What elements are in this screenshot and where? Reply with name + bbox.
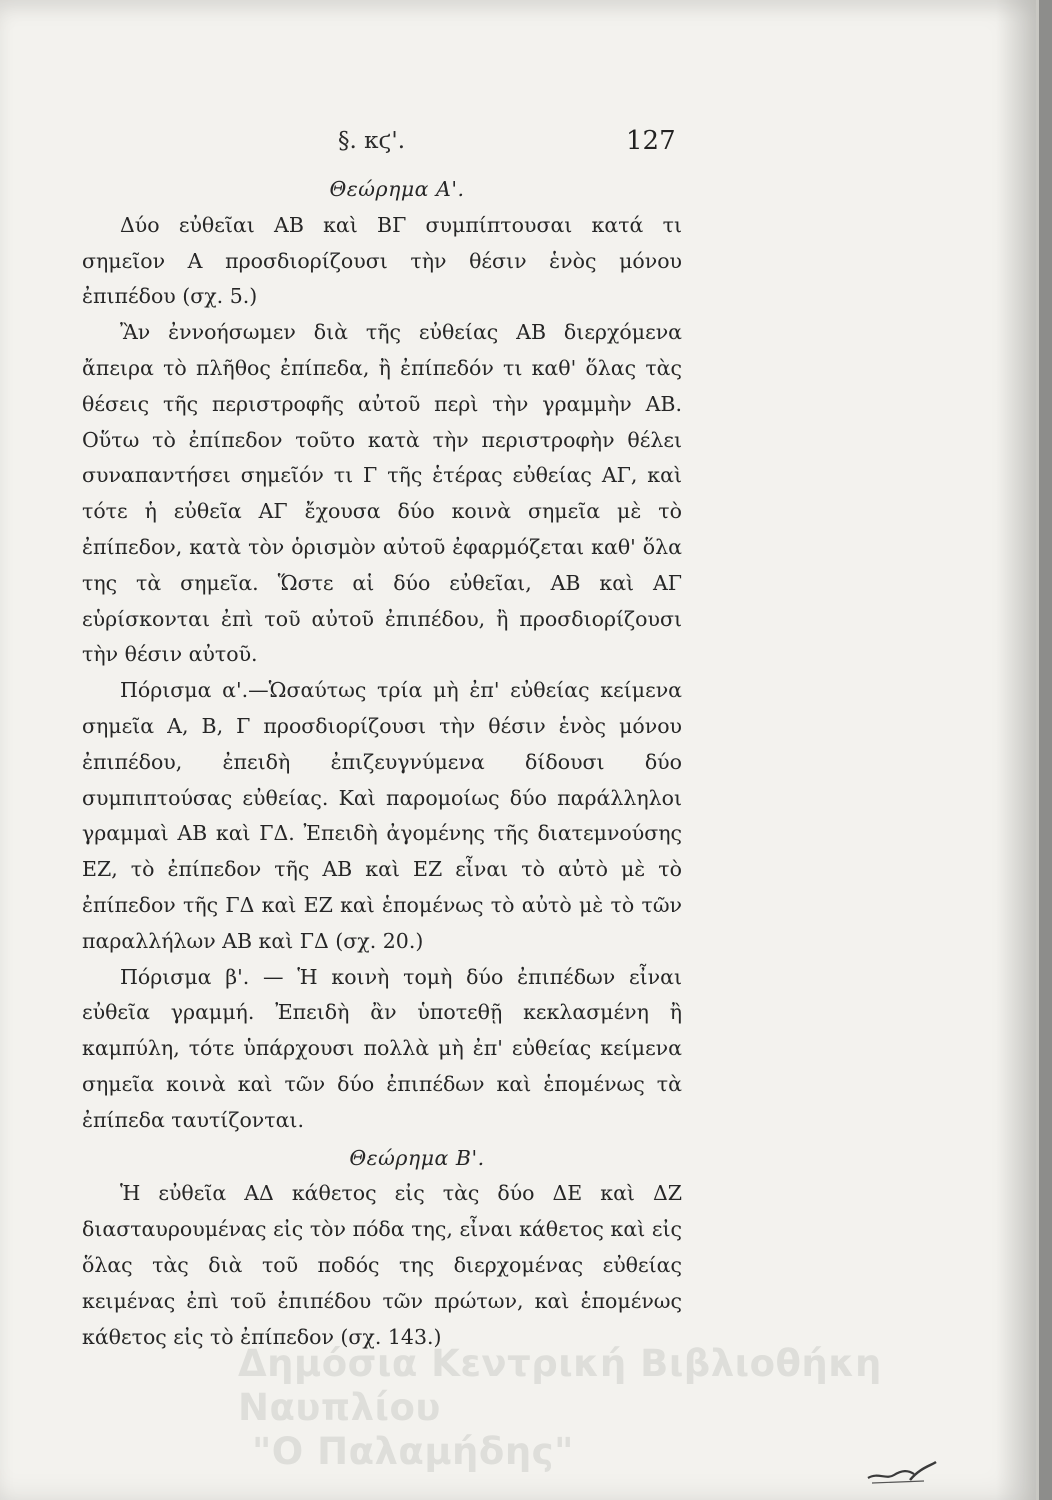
corollary-a: Πόρισμα α'.—Ὡσαύτως τρία μὴ ἐπ' εὐθείας κείμενα σημεῖα Α, Β, Γ προσδιορίζουσι τὴν θέσιν ἑνὸς μόνου ἐπιπέδου, ἐπειδὴ ἐπιζευγνύμενα δίδουσι δύο συμπιπτούσας εὐθείας. Καὶ παρομοίως δύο παράλληλοι γραμμαὶ ΑΒ καὶ ΓΔ. Ἐπειδὴ ἀγομένης τῆς διατεμνούσης ΕΖ, τὸ ἐπίπεδον τῆς ΑΒ καὶ ΕΖ εἶναι τὸ αὐτὸ μὲ τὸ ἐπίπεδον τῆς ΓΔ καὶ ΕΖ καὶ ἑπομένως τὸ αὐτὸ μὲ τὸ τῶν παραλλήλων ΑΒ καὶ ΓΔ (σχ. 20.) bbox=[82, 678, 682, 953]
theorem-a-proof: Ἂν ἐννοήσωμεν διὰ τῆς εὐθείας ΑΒ διερχόμενα ἄπειρα τὸ πλῆθος ἐπίπεδα, ἢ ἐπίπεδόν τι καθ' ὅλας τὰς θέσεις τῆς περιστροφῆς αὐτοῦ περὶ τὴν γραμμὴν ΑΒ. Οὕτω τὸ ἐπίπεδον τοῦτο κατὰ τὴν περιστροφὴν θέλει συναπαντήσει σημεῖόν τι Γ τῆς ἑτέρας εὐθείας ΑΓ, καὶ τότε ἡ εὐθεῖα ΑΓ ἔχουσα δύο κοινὰ σημεῖα μὲ τὸ ἐπίπεδον, κατὰ τὸν ὁρισμὸν αὐτοῦ ἐφαρμόζεται καθ' ὅλα της τὰ σημεῖα. Ὥστε αἱ δύο εὐθεῖαι, ΑΒ καὶ ΑΓ εὑρίσκονται ἐπὶ τοῦ αὐτοῦ ἐπιπέδου, ἢ προσδιορίζουσι τὴν θέσιν αὐτοῦ. bbox=[82, 320, 682, 667]
watermark-line-1: Δημόσια Κεντρική Βιβλιοθήκη Ναυπλίου bbox=[238, 1342, 882, 1429]
corollary-b: Πόρισμα β'. — Ἡ κοινὴ τομὴ δύο ἐπιπέδων εἶναι εὐθεῖα γραμμή. Ἐπειδὴ ἂν ὑποτεθῇ κεκλασμένη ἢ καμπύλη, τότε ὑπάρχουσι πολλὰ μὴ ἐπ' εὐθείας κείμενα σημεῖα κοινὰ καὶ τῶν δύο ἐπιπέδων καὶ ἑπομένως τὰ ἐπίπεδα ταυτίζονται. bbox=[82, 964, 682, 1132]
theorem-b-statement: Ἡ εὐθεῖα ΑΔ κάθετος εἰς τὰς δύο ΔΕ καὶ ΔΖ διασταυρουμένας εἰς τὸν πόδα της, εἶναι κάθετος καὶ εἰς ὅλας τὰς διὰ τοῦ ποδός της διερχομένας εὐθείας κειμένας ἐπὶ τοῦ ἐπιπέδου τῶν πρώτων, καὶ ἑπομένως κάθετος εἰς τὸ ἐπίπεδον (σχ. 143.) bbox=[82, 1181, 682, 1349]
theorem-a-statement: Δύο εὐθεῖαι ΑΒ καὶ ΒΓ συμπίπτουσαι κατά τι σημεῖον Α προσδιορίζουσι τὴν θέσιν ἑνὸς μόνου ἐπιπέδου (σχ. 5.) bbox=[82, 212, 682, 309]
theorem-a-title: Θεώρημα Α'. bbox=[329, 177, 465, 201]
page-body bbox=[82, 172, 682, 1355]
library-watermark bbox=[238, 1342, 998, 1474]
theorem-b-title: Θεώρημα Β'. bbox=[349, 1145, 485, 1170]
section-mark: §. κϛ'. bbox=[338, 128, 406, 154]
watermark-line-2: "Ο Παλαμήδης" bbox=[252, 1430, 574, 1473]
ink-signature-mark bbox=[864, 1458, 954, 1488]
page-header bbox=[0, 128, 1036, 162]
page-number: 127 bbox=[626, 126, 676, 156]
